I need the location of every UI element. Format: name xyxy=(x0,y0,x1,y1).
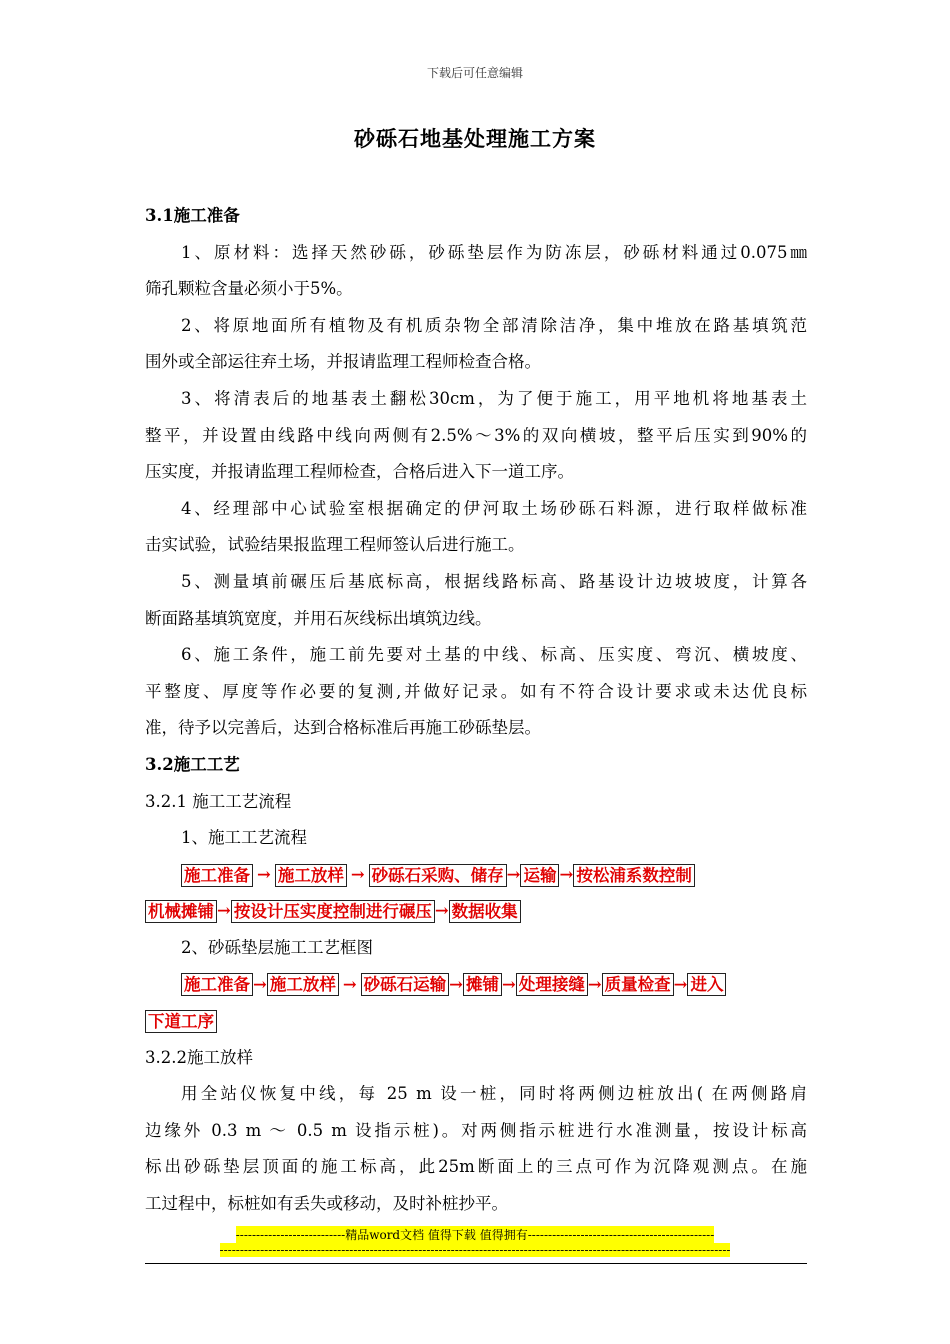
text-line: 筛孔颗粒含量必须小于5%。 xyxy=(145,279,353,299)
flow-step: 施工放样 xyxy=(267,973,339,996)
section-heading-3-2-2: 3.2.2施工放样 xyxy=(145,1047,253,1067)
flow-step: 砂砾石运输 xyxy=(361,973,450,996)
arrow-icon: → xyxy=(559,864,574,884)
text-line: 工过程中，标桩如有丢失或移动，及时补桩抄平。 xyxy=(145,1194,508,1214)
flow-step: 按设计压实度控制进行碾压 xyxy=(231,900,435,923)
arrow-icon: → xyxy=(506,864,521,884)
flow-step: 进入 xyxy=(687,973,726,996)
arrow-icon: → xyxy=(253,974,267,994)
text-line: 5、测量填前碾压后基底标高，根据线路标高、路基设计边坡坡度，计算各 xyxy=(181,571,807,591)
flow1-label: 1、施工工艺流程 xyxy=(181,828,307,848)
section-heading-3-2-1: 3.2.1 施工工艺流程 xyxy=(145,791,292,811)
flow1-row1 xyxy=(145,857,807,894)
text-line: 平整度、厚度等作必要的复测,并做好记录。如有不符合设计要求或未达优良标 xyxy=(145,681,807,701)
text-line: 整平，并设置由线路中线向两侧有2.5%～3%的双向横坡，整平后压实到90%的 xyxy=(145,425,807,445)
arrow-icon: → xyxy=(350,864,365,884)
text-line: 断面路基填筑宽度，并用石灰线标出填筑边线。 xyxy=(145,608,492,628)
footer-dashes: ------------------------------------------------------------------------------------------------------------------------------ xyxy=(219,1243,731,1257)
section-heading-3-2: 3.2施工工艺 xyxy=(145,754,240,774)
arrow-icon: → xyxy=(217,901,231,921)
flow-step: 施工准备 xyxy=(181,973,253,996)
page-footer xyxy=(0,1226,950,1257)
text-line: 2、将原地面所有植物及有机质杂物全部清除洁净，集中堆放在路基填筑范 xyxy=(181,315,807,335)
text-line: 3、将清表后的地基表土翻松30cm，为了便于施工，用平地机将地基表土 xyxy=(181,388,807,408)
section-heading-3-1: 3.1施工准备 xyxy=(145,206,240,225)
flow-step: 质量检查 xyxy=(602,973,674,996)
footer-banner: ---------------------------精品word文档 值得下载 值得拥有---------------------------------------------- xyxy=(235,1228,715,1242)
arrow-icon: → xyxy=(434,901,449,921)
footer-rule xyxy=(145,1263,807,1264)
flow2-row2 xyxy=(145,1003,807,1040)
text-line: 用全站仪恢复中线，每 25 m 设一桩，同时将两侧边桩放出( 在两侧路肩 xyxy=(181,1084,807,1104)
paragraph-conditions xyxy=(145,637,807,747)
text-line: 击实试验，试验结果报监理工程师签认后进行施工。 xyxy=(145,535,525,555)
flow-step: 运输 xyxy=(520,864,559,887)
page-header: 下载后可任意编辑 xyxy=(426,66,523,80)
flow-step: 施工放样 xyxy=(275,864,347,887)
paragraph-clearing xyxy=(145,308,807,381)
arrow-icon: → xyxy=(342,974,357,994)
arrow-icon: → xyxy=(501,974,516,994)
flow-step: 下道工序 xyxy=(145,1010,217,1033)
paragraph-raw-materials xyxy=(145,235,807,308)
text-line: 准，待予以完善后，达到合格标准后再施工砂砾垫层。 xyxy=(145,718,541,738)
flow-step: 机械摊铺 xyxy=(145,900,217,923)
text-line: 4、经理部中心试验室根据确定的伊河取土场砂砾石料源，进行取样做标准 xyxy=(181,498,807,518)
arrow-icon: → xyxy=(673,974,688,994)
flow2-label: 2、砂砾垫层施工工艺框图 xyxy=(181,937,373,957)
document-title: 砂砾石地基处理施工方案 xyxy=(354,126,596,151)
text-line: 压实度，并报请监理工程师检查，合格后进入下一道工序。 xyxy=(145,462,574,482)
flow-step: 按松浦系数控制 xyxy=(573,864,695,887)
paragraph-testing xyxy=(145,491,807,564)
flow-step: 施工准备 xyxy=(181,864,253,887)
paragraph-measurement xyxy=(145,564,807,637)
text-line: 边缘外 0.3 m ～ 0.5 m 设指示桩)。对两侧指示桩进行水准测量，按设计标高 xyxy=(145,1120,807,1140)
arrow-icon: → xyxy=(449,974,463,994)
flow1-row2 xyxy=(145,893,807,930)
flow-step: 摊铺 xyxy=(463,973,502,996)
text-line: 围外或全部运往弃土场，并报请监理工程师检查合格。 xyxy=(145,352,541,372)
text-line: 6、施工条件，施工前先要对土基的中线、标高、压实度、弯沉、横坡度、 xyxy=(181,645,807,665)
text-line: 1、原材料：选择天然砂砾，砂砾垫层作为防冻层，砂砾材料通过0.075㎜ xyxy=(181,242,807,262)
paragraph-leveling xyxy=(145,381,807,491)
flow-step: 处理接缝 xyxy=(516,973,588,996)
flow-step: 砂砾石采购、储存 xyxy=(369,864,507,887)
document-body xyxy=(145,198,807,1223)
paragraph-staking xyxy=(145,1076,807,1222)
flow-step: 数据收集 xyxy=(449,900,521,923)
flow2-row1 xyxy=(145,966,807,1003)
text-line: 标出砂砾垫层顶面的施工标高，此25m断面上的三点可作为沉降观测点。在施 xyxy=(145,1157,807,1177)
arrow-icon: → xyxy=(587,974,602,994)
arrow-icon: → xyxy=(257,864,271,884)
